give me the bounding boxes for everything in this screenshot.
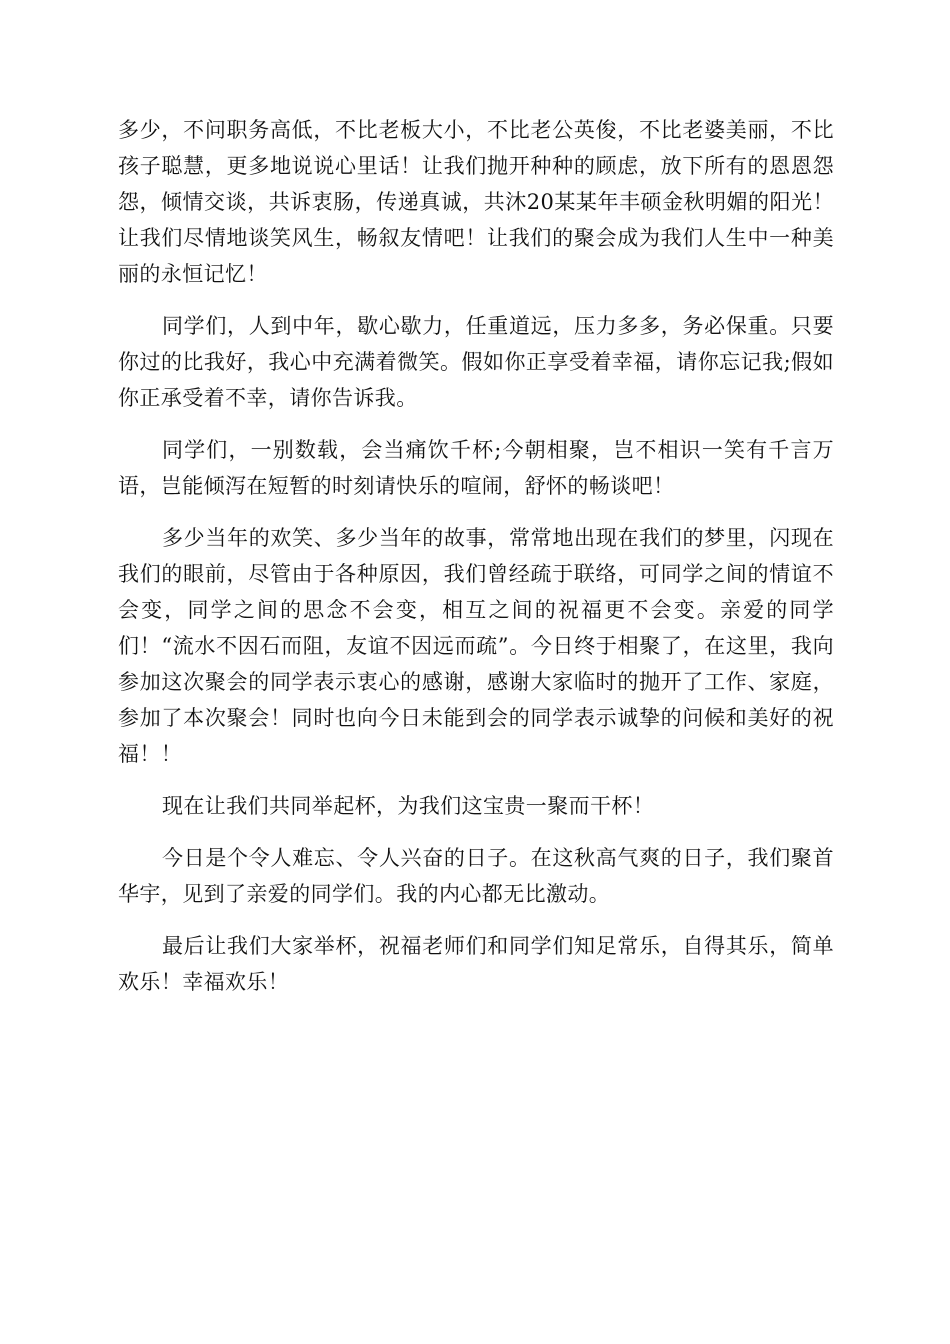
paragraph-3: 同学们，一别数载，会当痛饮千杯;今朝相聚，岂不相识一笑有千言万语，岂能倾泻在短暂的时刻请快乐的喧闹，舒怀的畅谈吧！ bbox=[118, 438, 834, 498]
paragraph-5: 现在让我们共同举起杯，为我们这宝贵一聚而干杯！ bbox=[162, 794, 655, 818]
paragraph-2: 同学们，人到中年，歇心歇力，任重道远，压力多多，务必保重。只要你过的比我好，我心中充满着微笑。假如你正享受着幸福，请你忘记我;假如你正承受着不幸，请你告诉我。 bbox=[118, 314, 834, 410]
paragraph-6: 今日是个令人难忘、令人兴奋的日子。在这秋高气爽的日子，我们聚首华宇，见到了亲爱的同学们。我的内心都无比激动。 bbox=[118, 846, 834, 906]
paragraph-1: 多少，不问职务高低，不比老板大小，不比老公英俊，不比老婆美丽，不比孩子聪慧，更多地说说心里话！让我们抛开种种的顾虑，放下所有的恩恩怨怨，倾情交谈，共诉衷肠，传递真诚，共沐20某某年丰硕金秋明媚的阳光！让我们尽情地谈笑风生，畅叙友情吧！让我们的聚会成为我们人生中一种美丽的永恒记忆！ bbox=[118, 118, 834, 286]
document-body bbox=[118, 112, 834, 1016]
paragraph-7: 最后让我们大家举杯，祝福老师们和同学们知足常乐，自得其乐，简单欢乐！幸福欢乐！ bbox=[118, 934, 834, 994]
paragraph-4: 多少当年的欢笑、多少当年的故事，常常地出现在我们的梦里，闪现在我们的眼前，尽管由于各种原因，我们曾经疏于联络，可同学之间的情谊不会变，同学之间的思念不会变，相互之间的祝福更不会变。亲爱的同学们！“流水不因石而阻，友谊不因远而疏”。今日终于相聚了，在这里，我向参加这次聚会的同学表示衷心的感谢，感谢大家临时的抛开了工作、家庭，参加了本次聚会！同时也向今日未能到会的同学表示诚挚的问候和美好的祝福！！ bbox=[118, 526, 834, 766]
